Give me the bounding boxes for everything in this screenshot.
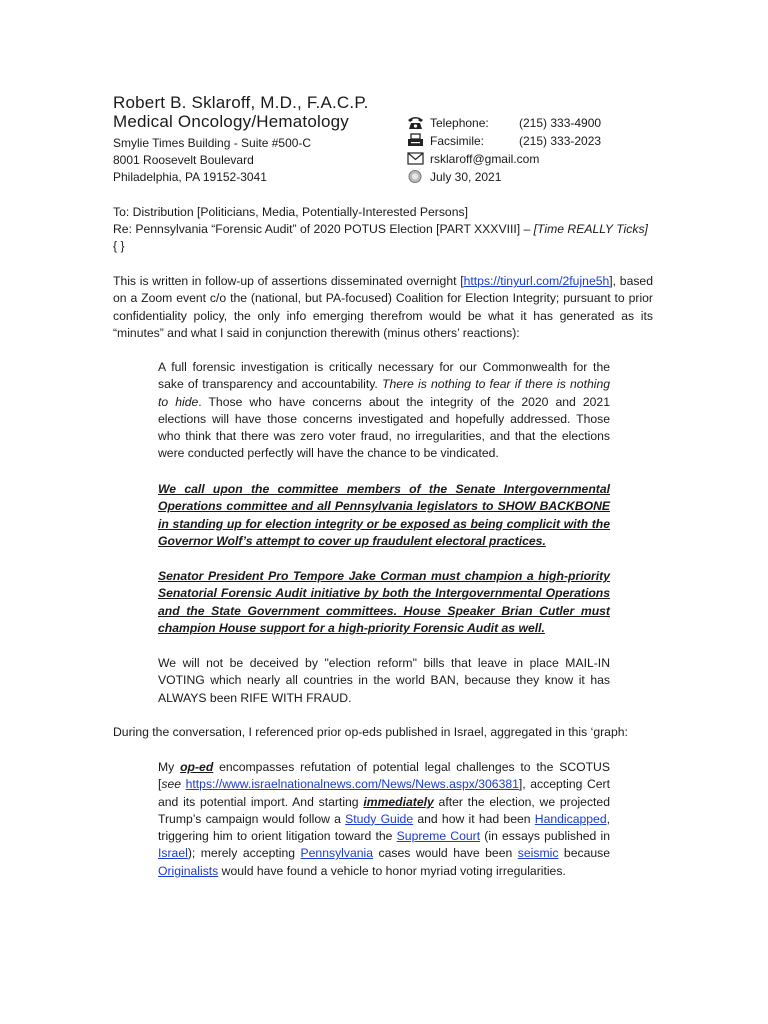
seismic-link[interactable]: seismic xyxy=(517,846,559,861)
oped-text: ); merely accepting xyxy=(187,846,301,861)
quote-1-italic: There is nothing to fear if there is nothing to hide xyxy=(158,377,610,409)
re-text: Re: Pennsylvania “Forensic Audit” of 2020 POTUS Election [PART XXXVIII] – xyxy=(113,222,534,236)
intro-paragraph xyxy=(113,273,653,342)
oped-text: cases would have been xyxy=(373,846,518,861)
envelope-icon xyxy=(407,151,424,167)
fax-value: (215) 333-2023 xyxy=(519,134,602,148)
oped-text: (in essays published in xyxy=(480,829,611,844)
quote-1-text-b: . Those who have concerns about the integrity of the 2020 and 2021 elections will have those concerns investigated and hopefully addressed. Those who think that there was zero voter fraud, no irregularities, and that the elections were conducted perfectly will have the chance to be vindicated. xyxy=(158,394,610,461)
email-row xyxy=(407,151,627,169)
transition-line: During the conversation, I referenced prior op-eds published in Israel, aggregated in this ‘graph: xyxy=(113,725,628,739)
address-line-2: 8001 Roosevelt Boulevard xyxy=(113,153,254,167)
quote-paragraph-4: We will not be deceived by "election reform" bills that leave in place MAIL-IN VOTING which nearly all countries in the world BAN, because they know it has ALWAYS been RIFE WITH FRAUD. xyxy=(158,656,610,705)
to-line: To: Distribution [Politicians, Media, Potentially-Interested Persons] xyxy=(113,205,468,219)
calendar-icon xyxy=(407,169,424,185)
intro-text-1: This is written in follow-up of assertions disseminated overnight [ xyxy=(113,274,464,288)
oped-word: op-ed xyxy=(180,760,214,774)
braces: { } xyxy=(113,239,125,253)
oped-paragraph xyxy=(158,759,610,880)
oped-text: would have found a vehicle to honor myriad voting irregularities. xyxy=(218,863,566,878)
oped-text: ], accepting Cert and its potential import. And starting xyxy=(158,777,611,809)
pennsylvania-link[interactable]: Pennsylvania xyxy=(300,846,374,861)
fax-icon xyxy=(407,133,424,149)
re-line xyxy=(113,221,653,238)
immediately-word: immediately xyxy=(363,794,434,809)
fax-row xyxy=(407,133,627,151)
telephone-row xyxy=(407,115,627,133)
address-line-1: Smylie Times Building - Suite #500-C xyxy=(113,136,312,150)
address-line-3: Philadelphia, PA 19152-3041 xyxy=(113,170,267,184)
email-value[interactable]: rsklaroff@gmail.com xyxy=(430,152,540,166)
israel-link[interactable]: Israel xyxy=(158,846,188,861)
oped-text: encompasses refutation of potential legal challenges to the SCOTUS [ xyxy=(158,760,610,792)
originalists-link[interactable]: Originalists xyxy=(158,863,219,878)
quote-paragraph-2: We call upon the committee members of the Senate Intergovernmental Operations committee and all Pennsylvania legislators to SHOW BACKBONE in standing up for election integrity or be exposed as being complicit with the Governor Wolf’s attempt to cover up fraudulent electoral practices. xyxy=(158,482,610,548)
letter-date: July 30, 2021 xyxy=(430,170,502,184)
telephone-value: (215) 333-4900 xyxy=(519,116,602,130)
supreme-court-link[interactable]: Supreme Court xyxy=(396,829,481,844)
telephone-icon xyxy=(407,115,424,131)
oped-text: , triggering him to orient litigation toward the xyxy=(158,811,610,844)
handicapped-link[interactable]: Handicapped xyxy=(534,811,607,826)
quote-paragraph-3: Senator President Pro Tempore Jake Corman must champion a high-priority Senatorial Forensic Audit initiative by both the Intergovernmental Operations and the State Government committees. House Speaker Brian Cutler must champion House support for a high-priority Forensic Audit as well. xyxy=(158,569,610,635)
see-word: see xyxy=(161,777,182,792)
intro-text-2: ], based on a Zoom event c/o the (national, but PA-focused) Coalition for Election Integrity; pursuant to prior confidentiality policy, the only info emerging therefrom would be what it has generated as its “minutes” and what I said in conjunction therewith (minus others’ reactions): xyxy=(113,274,653,340)
study-guide-link[interactable]: Study Guide xyxy=(345,811,414,826)
oped-text: because xyxy=(558,846,611,861)
tinyurl-link[interactable]: https://tinyurl.com/2fujne5h xyxy=(463,274,610,288)
date-row xyxy=(407,169,627,187)
fax-label: Facsimile: xyxy=(430,134,485,148)
israelnationalnews-link[interactable]: https://www.israelnationalnews.com/News/News.aspx/306381 xyxy=(185,777,519,792)
telephone-label: Telephone: xyxy=(430,116,489,130)
re-subtitle: [Time REALLY Ticks] xyxy=(533,222,648,236)
oped-text: and how it had been xyxy=(413,811,535,826)
author-name: Robert B. Sklaroff, M.D., F.A.C.P. xyxy=(113,93,369,112)
quote-paragraph-1 xyxy=(158,359,610,463)
oped-text: after the election, we projected Trump’s campaign would follow a xyxy=(158,794,610,826)
quote-1-text-a: A full forensic investigation is critically necessary for our Commonwealth for the sake of transparency and accountability. xyxy=(158,360,610,392)
oped-text: My xyxy=(158,760,181,774)
author-specialty: Medical Oncology/Hematology xyxy=(113,112,349,131)
